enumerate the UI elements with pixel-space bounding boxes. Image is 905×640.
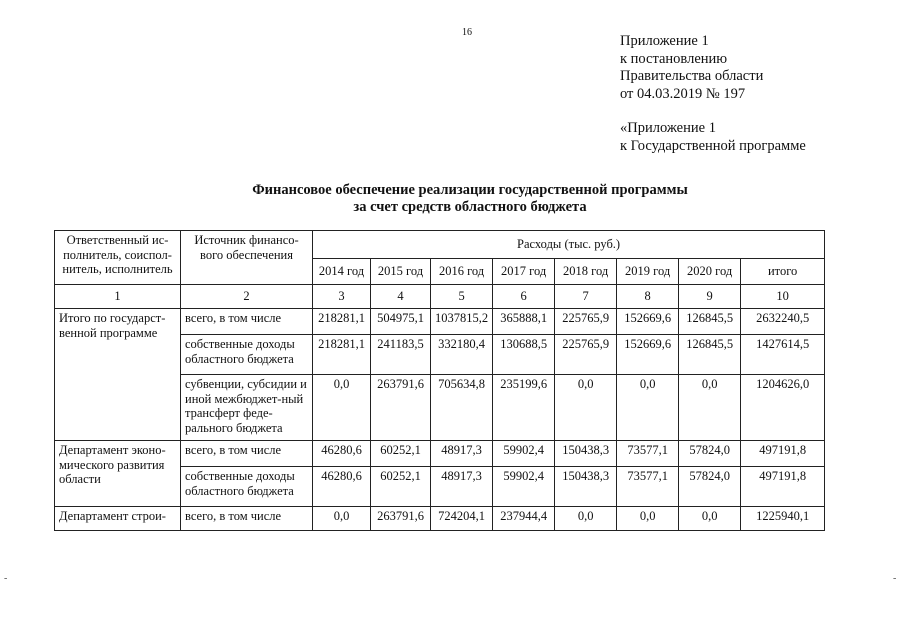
edge-mark: - <box>4 573 8 584</box>
value-cell: 73577,1 <box>617 441 679 467</box>
column-number: 3 <box>313 285 371 309</box>
value-cell: 73577,1 <box>617 467 679 507</box>
value-cell: 1427614,5 <box>741 335 825 375</box>
value-cell: 225765,9 <box>555 335 617 375</box>
page-number: 16 <box>462 27 472 38</box>
value-cell: 2632240,5 <box>741 309 825 335</box>
value-cell: 150438,3 <box>555 441 617 467</box>
header-source: Источник финансо-вого обеспечения <box>181 231 313 285</box>
header-year: 2017 год <box>493 259 555 285</box>
appendix-line: от 04.03.2019 № 197 <box>620 85 746 102</box>
value-cell: 724204,1 <box>431 507 493 531</box>
value-cell: 48917,3 <box>431 467 493 507</box>
value-cell: 504975,1 <box>371 309 431 335</box>
value-cell: 57824,0 <box>679 467 741 507</box>
source-cell: всего, в том числе <box>181 309 313 335</box>
value-cell: 46280,6 <box>313 467 371 507</box>
header-executor: Ответственный ис-полнитель, соиспол-нитель, исполнитель <box>55 231 181 285</box>
table-row <box>55 507 825 531</box>
header-year: 2018 год <box>555 259 617 285</box>
value-cell: 241183,5 <box>371 335 431 375</box>
table-row <box>55 441 825 467</box>
value-cell: 59902,4 <box>493 467 555 507</box>
financing-table <box>54 230 825 531</box>
executor-cell: Департамент эконо-мического развития области <box>55 441 181 507</box>
header-year: 2016 год <box>431 259 493 285</box>
appendix-line: к Государственной программе <box>620 137 806 154</box>
column-number: 2 <box>181 285 313 309</box>
appendix-line: Приложение 1 <box>620 33 709 49</box>
title-line-2: за счет средств областного бюджета <box>353 199 587 215</box>
value-cell: 0,0 <box>555 375 617 441</box>
value-cell: 126845,5 <box>679 335 741 375</box>
column-number: 5 <box>431 285 493 309</box>
title-line-1: Финансовое обеспечение реализации государственной программы <box>252 182 688 198</box>
source-cell: собственные доходы областного бюджета <box>181 467 313 507</box>
column-number: 6 <box>493 285 555 309</box>
column-number: 4 <box>371 285 431 309</box>
value-cell: 235199,6 <box>493 375 555 441</box>
value-cell: 0,0 <box>617 507 679 531</box>
column-number: 10 <box>741 285 825 309</box>
source-cell: субвенции, субсидии и иной межбюджет-ный трансферт феде-рального бюджета <box>181 375 313 441</box>
value-cell: 263791,6 <box>371 375 431 441</box>
value-cell: 263791,6 <box>371 507 431 531</box>
value-cell: 60252,1 <box>371 467 431 507</box>
executor-cell: Итого по государст-венной программе <box>55 309 181 441</box>
value-cell: 497191,8 <box>741 467 825 507</box>
document-title <box>160 182 780 216</box>
value-cell: 218281,1 <box>313 335 371 375</box>
appendix-line: «Приложение 1 <box>620 120 716 136</box>
header-expenses: Расходы (тыс. руб.) <box>313 231 825 259</box>
header-year: 2019 год <box>617 259 679 285</box>
header-year: 2020 год <box>679 259 741 285</box>
value-cell: 0,0 <box>679 375 741 441</box>
header-year: 2014 год <box>313 259 371 285</box>
table-row <box>55 309 825 335</box>
value-cell: 1225940,1 <box>741 507 825 531</box>
value-cell: 1037815,2 <box>431 309 493 335</box>
value-cell: 0,0 <box>555 507 617 531</box>
value-cell: 46280,6 <box>313 441 371 467</box>
executor-cell: Департамент строи- <box>55 507 181 531</box>
value-cell: 332180,4 <box>431 335 493 375</box>
column-number: 1 <box>55 285 181 309</box>
value-cell: 60252,1 <box>371 441 431 467</box>
value-cell: 152669,6 <box>617 335 679 375</box>
appendix-line: Правительства области <box>620 68 764 84</box>
column-number: 7 <box>555 285 617 309</box>
value-cell: 237944,4 <box>493 507 555 531</box>
edge-mark: - <box>893 573 897 584</box>
appendix-block <box>620 33 806 155</box>
value-cell: 130688,5 <box>493 335 555 375</box>
source-cell: собственные доходы областного бюджета <box>181 335 313 375</box>
column-number: 8 <box>617 285 679 309</box>
header-year: итого <box>741 259 825 285</box>
value-cell: 0,0 <box>313 507 371 531</box>
value-cell: 365888,1 <box>493 309 555 335</box>
value-cell: 150438,3 <box>555 467 617 507</box>
value-cell: 126845,5 <box>679 309 741 335</box>
value-cell: 48917,3 <box>431 441 493 467</box>
value-cell: 0,0 <box>679 507 741 531</box>
value-cell: 152669,6 <box>617 309 679 335</box>
value-cell: 0,0 <box>313 375 371 441</box>
value-cell: 497191,8 <box>741 441 825 467</box>
value-cell: 705634,8 <box>431 375 493 441</box>
value-cell: 1204626,0 <box>741 375 825 441</box>
value-cell: 59902,4 <box>493 441 555 467</box>
header-year: 2015 год <box>371 259 431 285</box>
column-number: 9 <box>679 285 741 309</box>
appendix-line: к постановлению <box>620 50 728 67</box>
source-cell: всего, в том числе <box>181 441 313 467</box>
value-cell: 0,0 <box>617 375 679 441</box>
value-cell: 218281,1 <box>313 309 371 335</box>
source-cell: всего, в том числе <box>181 507 313 531</box>
value-cell: 57824,0 <box>679 441 741 467</box>
value-cell: 225765,9 <box>555 309 617 335</box>
